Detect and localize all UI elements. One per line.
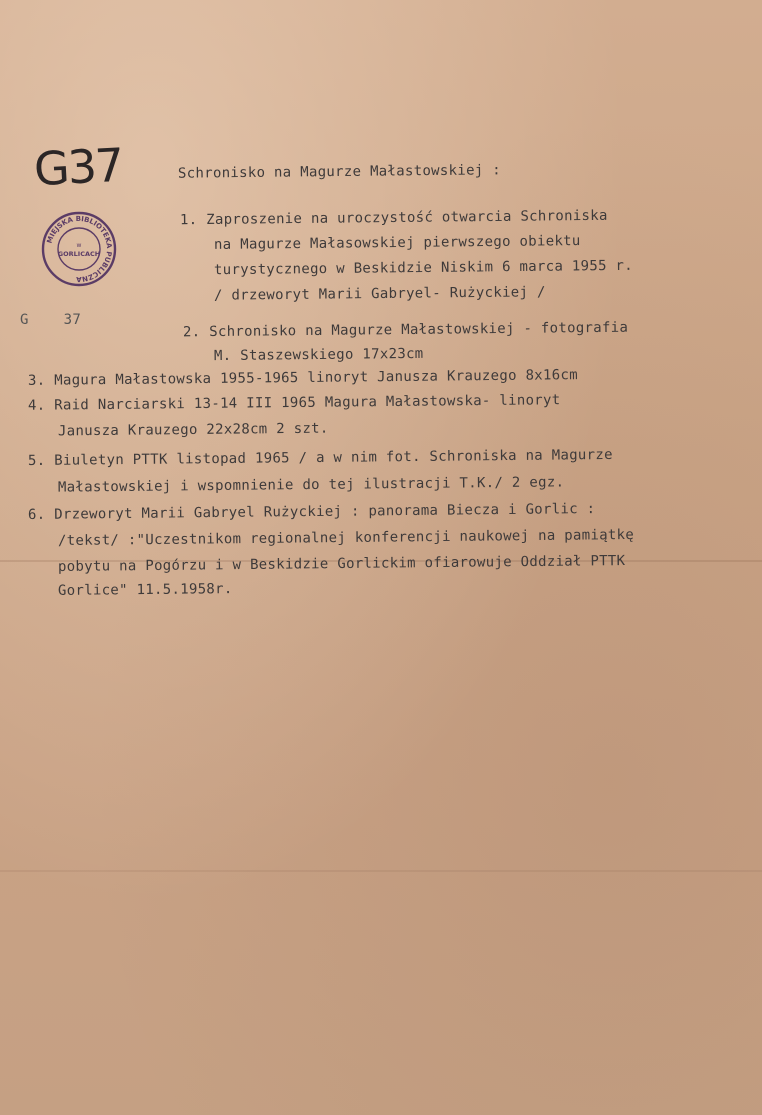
catalog-mark: G37 xyxy=(32,137,124,197)
stamp-ring-text: MIEJSKA BIBLIOTEKA PUBLICZNA xyxy=(45,214,114,284)
side-mark: G 37 xyxy=(20,312,82,328)
list-item-line: Janusza Krauzego 22x28cm 2 szt. xyxy=(57,420,329,440)
list-item-line: 3. Magura Małastowska 1955-1965 linoryt Janusza Krauzego 8x16cm xyxy=(27,367,578,389)
paper-fold xyxy=(0,870,762,872)
stamp-center-text: GORLICACH xyxy=(57,250,101,258)
list-item-line: 4. Raid Narciarski 13-14 III 1965 Magura Małastowska- linoryt xyxy=(27,392,561,414)
list-item-line: M. Staszewskiego 17x23cm xyxy=(213,345,424,365)
list-item-line: 6. Drzeworyt Marii Gabryel Rużyckiej : panorama Biecza i Gorlic : xyxy=(27,501,596,523)
list-item-line: 2. Schronisko na Magurze Małastowskiej - fotografia xyxy=(182,319,629,341)
heading: Schronisko na Magurze Małastowskiej : xyxy=(177,162,502,182)
list-item-line: Gorlice" 11.5.1958r. xyxy=(57,581,233,599)
list-item-line: pobytu na Pogórzu i w Beskidzie Gorlickim ofiarowuje Oddział PTTK xyxy=(57,553,626,575)
list-item-line: /tekst/ :"Uczestnikom regionalnej konferencji naukowej na pamiątkę xyxy=(57,526,635,550)
list-item-line: 5. Biuletyn PTTK listopad 1965 / a w nim fot. Schroniska na Magurze xyxy=(27,446,613,470)
list-item-line: Małastowskiej i wspomnienie do tej ilustracji T.K./ 2 egz. xyxy=(57,474,565,496)
list-item-line: na Magurze Małasowskiej pierwszego obiektu xyxy=(213,233,581,253)
list-item-line: turystycznego w Beskidzie Niskim 6 marca 1955 r. xyxy=(213,257,634,279)
list-item-line: / drzeworyt Marii Gabryel- Rużyckiej / xyxy=(213,284,546,304)
library-stamp xyxy=(40,210,118,288)
stamp-center-small: w xyxy=(76,242,82,249)
list-item-line: 1. Zaproszenie na uroczystość otwarcia Schroniska xyxy=(179,207,608,229)
